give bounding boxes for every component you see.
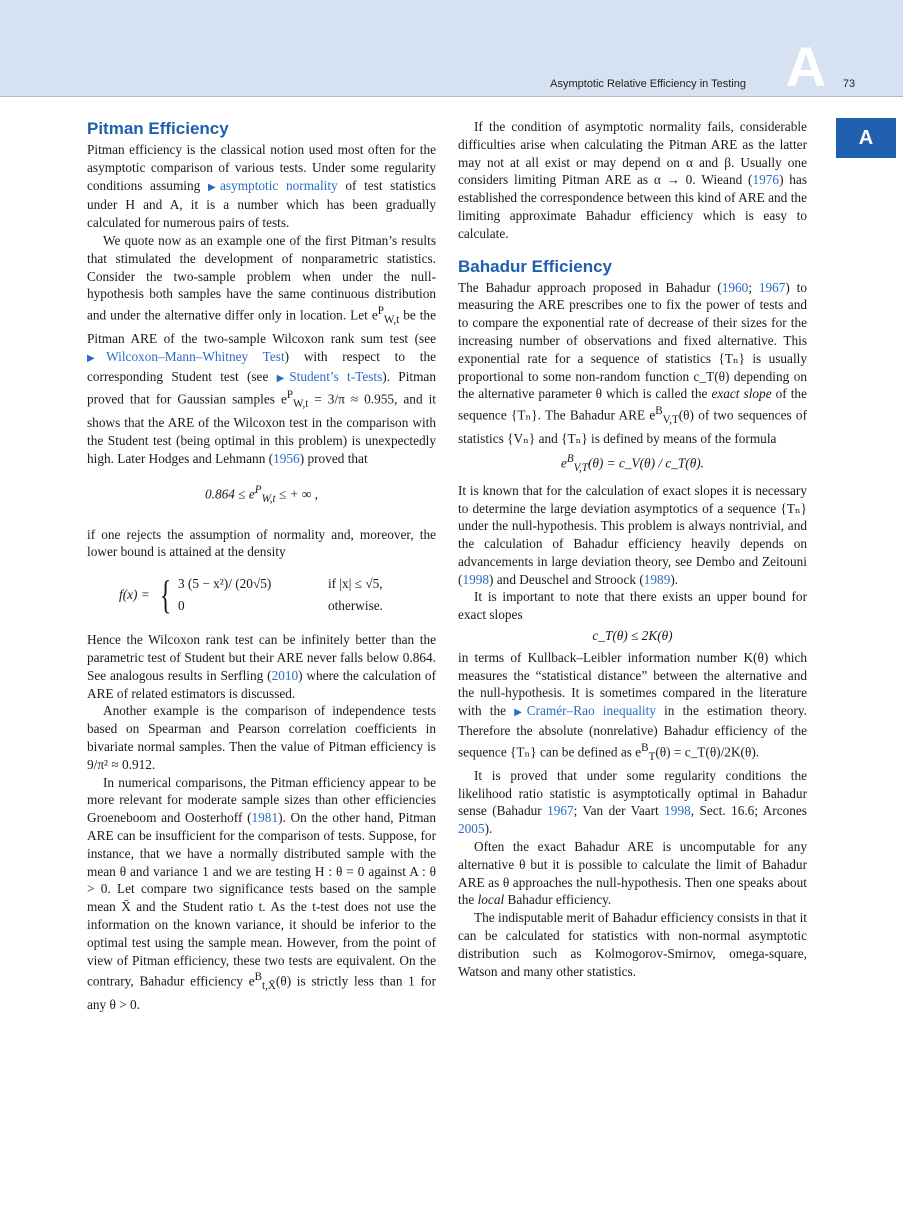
paragraph: Another example is the comparison of independence tests based on Spearman and Pearson correlation coefficients in bivariate normal samples. Then the value of Pitman efficiency is 9/π² ≈ 0.912. — [87, 703, 436, 772]
sub: V,T — [662, 414, 679, 427]
text: ) and Deuschel and Stroock ( — [489, 571, 644, 587]
text: ) has established the correspondence between this kind of ARE and the limiting approximate Bahadur efficiency which is easy to calculate. — [458, 172, 807, 241]
paragraph: It is important to note that there exists an upper bound for exact slopes — [458, 589, 807, 623]
paragraph — [87, 141, 436, 232]
sub: W,t — [261, 492, 276, 505]
text: (θ) = c_V(θ) / c_T(θ). — [587, 455, 705, 471]
equation-bahadur-are — [458, 451, 807, 478]
text: e — [560, 455, 567, 471]
citation-link[interactable]: 1998 — [462, 571, 490, 587]
sup: P — [286, 389, 294, 402]
sub: W,t — [383, 314, 400, 327]
text: (θ) = c_T(θ)/2K(θ). — [655, 744, 760, 760]
text: ) proved that — [299, 450, 368, 466]
citation-link[interactable]: 1960 — [721, 279, 749, 295]
text: It is known that for the calculation of exact slopes it is necessary to determine the large deviation asymptotics of a sequence {Tₙ} under the null-hypothesis. This problem is always nontrivial, and the calculation of Bahadur efficiency heavily depends on advancements in large deviation theory, see Dembo and Zeitouni ( — [458, 482, 807, 587]
case-condition: otherwise. — [327, 598, 383, 614]
sub: W,t — [293, 398, 309, 411]
citation-link[interactable]: 1998 — [664, 803, 691, 819]
citation-link[interactable]: 1956 — [273, 450, 300, 466]
text: (θ) is strictly less than 1 for any θ > 0. — [87, 973, 436, 1013]
emphasis: local — [477, 892, 505, 908]
paragraph — [458, 838, 807, 909]
case-expr: 3 (5 − x²)/ (20√5) — [177, 576, 272, 592]
paragraph: if one rejects the assumption of normality and, moreover, the lower bound is attained at the density — [87, 526, 436, 560]
text: in terms of Kullback–Leibler information number K(θ) which measures the “statistical distance” between the alternative and the null-hypothesis. It is sometimes compared in the literature with the — [458, 649, 807, 719]
sup: P — [254, 483, 262, 496]
equation-lhs: f(x) = — [119, 587, 150, 603]
text: ) to measuring the ARE prescribes one to fix the power of tests and to compare the exponential rate of decrease of their sizes for the increasing number of observations and fixed alternative. This exponential rate for a sequence of statistics {Tₙ} is usually proportional to some non-random function c_T(θ) depending on the alternative parameter θ which is called the — [458, 279, 807, 402]
section-letter: A — [785, 35, 827, 98]
text: Hence the Wilcoxon rank test can be infinitely better than the parametric test of Student but their ARE never falls below 0.864. See analogous results in Serfling ( — [87, 632, 436, 683]
text: ) where the calculation of ARE of related estimators is discussed. — [87, 667, 437, 701]
right-column — [458, 118, 807, 980]
sup: B — [566, 452, 574, 465]
heading-bahadur-efficiency: Bahadur Efficiency — [458, 256, 612, 276]
citation-link[interactable]: 1989 — [643, 571, 671, 587]
text: Often the exact Bahadur ARE is uncomputable for any alternative θ but it is possible to calculate the limit of Bahadur ARE as θ approaches the null-hypothesis. Then one speaks about the — [458, 838, 807, 908]
equation-density-cases — [119, 572, 436, 618]
page-number: 73 — [842, 78, 856, 90]
text: of the sequence {Tₙ}. The Bahadur ARE e — [458, 386, 807, 423]
cases-rows — [178, 575, 383, 615]
sup: P — [377, 305, 384, 318]
left-column — [87, 118, 436, 1014]
paragraph — [458, 649, 807, 767]
case-expr: 0 — [177, 598, 185, 614]
brace-glyph: { — [159, 572, 172, 618]
sub: T — [648, 750, 656, 763]
sup: B — [641, 741, 649, 754]
paragraph: The indisputable merit of Bahadur efficiency consists in that it can be calculated for statistics with non-normal asymptotic distribution such as Kolmogorov-Smirnov, omega-square, Watson and many other statistics. — [458, 910, 807, 979]
link-arrow-icon: ▶ — [87, 352, 107, 364]
text: Bahadur efficiency. — [504, 892, 612, 908]
sup: B — [655, 405, 663, 418]
sub: t,X̄ — [262, 980, 276, 993]
citation-link[interactable]: 1967 — [758, 279, 786, 295]
link-cramer-rao-inequality[interactable]: Cramér–Rao inequality — [526, 703, 656, 719]
paragraph — [458, 279, 807, 448]
thumb-index-tab[interactable]: A — [836, 118, 896, 158]
text: ). — [670, 571, 679, 587]
link-arrow-icon: ▶ — [276, 372, 290, 384]
text: ; Van der Vaart — [573, 803, 665, 819]
equation-pitman-bound — [87, 482, 436, 509]
citation-link[interactable]: 2005 — [458, 821, 485, 837]
text: , Sect. 16.6; Arcones — [690, 803, 807, 819]
heading-pitman-efficiency: Pitman Efficiency — [87, 119, 229, 138]
text: of test statistics under H and A, it is a number which has been gradually calculated for numerous pairs of tests. — [87, 177, 436, 231]
link-wilcoxon-mann-whitney-test[interactable]: Wilcoxon–Mann–Whitney Test — [106, 348, 285, 364]
sub: V,T — [573, 461, 588, 474]
equation-upper-bound: c_T(θ) ≤ 2K(θ) — [592, 628, 673, 644]
citation-link[interactable]: 2010 — [271, 667, 299, 683]
paragraph — [458, 482, 807, 589]
text: ; — [748, 279, 759, 295]
citation-link[interactable]: 1976 — [752, 172, 780, 188]
text: The Bahadur approach proposed in Bahadur ( — [458, 279, 722, 295]
running-title: Asymptotic Relative Efficiency in Testing — [550, 78, 746, 90]
text: ≤ + ∞ , — [275, 486, 318, 502]
citation-link[interactable]: 1967 — [547, 803, 574, 819]
text: If the condition of asymptotic normality fails, considerable difficulties arise when calculating the Pitman ARE as the latter may not at all exist or may depend on α and β. Usually one considers limiting Pitman ARE as α → 0. Wieand ( — [458, 119, 807, 188]
text: Pitman efficiency is the classical notion used most often for the asymptotic comparison of various tests. Under some regularity conditions assuming — [87, 142, 436, 193]
header-band — [0, 0, 903, 97]
paragraph — [87, 232, 436, 468]
case-condition: if |x| ≤ √5, — [327, 576, 383, 592]
paragraph — [458, 118, 807, 243]
text: ) with respect to the corresponding Student test (see — [87, 348, 436, 384]
emphasis: exact slope — [711, 386, 772, 402]
link-asymptotic-normality[interactable]: asymptotic normality — [219, 177, 338, 193]
text: be the Pitman ARE of the two-sample Wilcoxon rank sum test (see — [87, 307, 436, 347]
link-arrow-icon: ▶ — [514, 707, 527, 719]
text: = 3/π ≈ 0.955, and it shows that the ARE of the Wilcoxon test in the comparison with the Student test (being optimal in this problem) is unexpectedly high. Later Hodges and Lehmann ( — [87, 391, 436, 466]
text: ). — [484, 821, 493, 837]
text: In numerical comparisons, the Pitman efficiency appear to be more relevant for moderate sample sizes than other efficiencies Groeneboom and Oosterhoff ( — [87, 774, 436, 826]
link-students-t-tests[interactable]: Student’s t-Tests — [289, 368, 383, 384]
text: (θ) of two sequences of statistics {Vₙ} and {Tₙ} is defined by means of the formula — [458, 407, 807, 447]
text: in the estimation theory. Therefore the absolute (nonrelative) Bahadur efficiency of the sequence {Tₙ} can be defined as e — [458, 703, 807, 760]
text: It is proved that under some regularity conditions the likelihood ratio statistic is asymptotically optimal in Bahadur sense (Bahadur — [458, 767, 807, 819]
text: 0.864 ≤ e — [205, 486, 255, 502]
paragraph — [458, 767, 807, 838]
text: We quote now as an example one of the first Pitman’s results that stimulated the development of nonparametric statistics. Consider the two-sample problem when under the null-hypothesis both samples have the same continuous distribution and under the alternative differ only in location. Let e — [87, 232, 436, 323]
citation-link[interactable]: 1981 — [251, 810, 279, 826]
text: ). On the other hand, Pitman ARE can be insufficient for the comparison of tests. Suppose, for instance, that we have a normally distributed sample with the mean θ and variance 1 and we are testing H : θ = 0 against A : θ > 0. Let compare two significance tests based on the sample mean X̄ and the Student ratio t. As the t-test does not use the information on the known variance, it should be inferior to the optimal test using the sample mean. However, from the point of view of Pitman efficiency, these two tests are equivalent. On the contrary, Bahadur efficiency e — [87, 810, 436, 989]
paragraph — [87, 774, 436, 1014]
link-arrow-icon: ▶ — [207, 181, 220, 193]
sup: B — [254, 971, 263, 984]
text: ). Pitman proved that for Gaussian samples e — [87, 368, 436, 407]
paragraph — [87, 631, 436, 702]
